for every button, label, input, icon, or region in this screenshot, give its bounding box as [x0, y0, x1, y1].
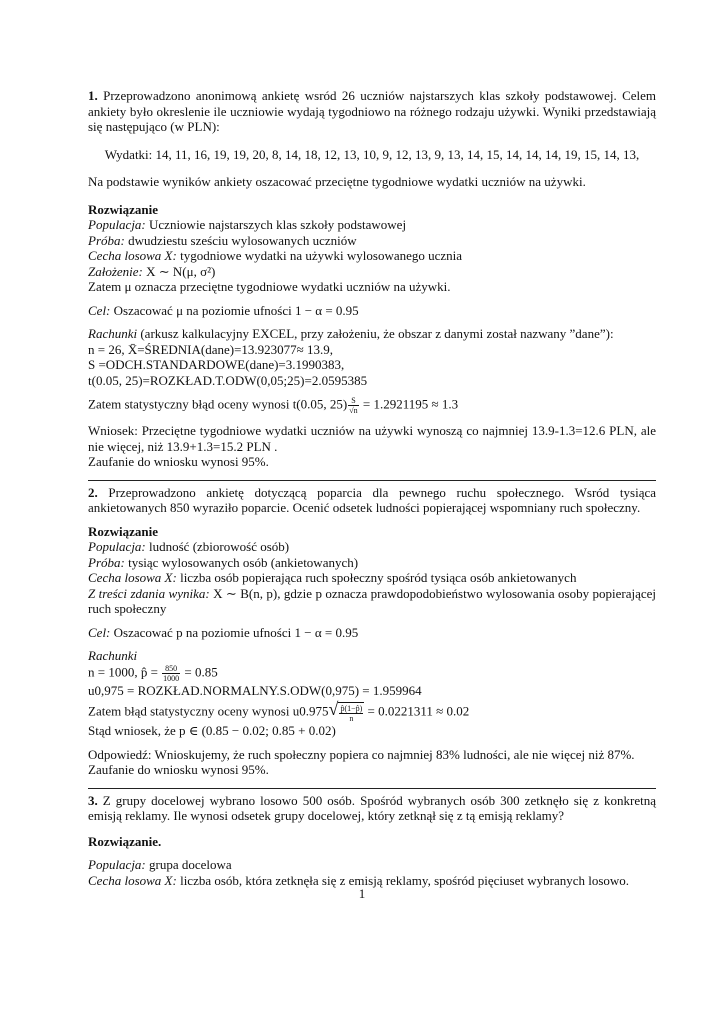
problem-number: 1. [88, 88, 98, 103]
confidence-text: Zaufanie do wniosku wynosi 95%. [88, 454, 269, 469]
problem-3-statement: 3. Z grupy docelowej wybrano losowo 500 osób. Spośród wybranych osób 300 zetknęło się z konkretną emisją reklamy. Ile wynosi odsetek grupy docelowej, który zetknął się z tą emisją reklamy? [88, 792, 657, 823]
sample-line: Próba: tysiąc wylosowanych osób (ankietowanych) [88, 554, 359, 570]
sqrt-expression: √ $\frac{p̂(1-p̂)}{n}$ [328, 699, 363, 723]
fraction: $\frac{850}{1000}$ [163, 663, 180, 683]
error-line: Zatem statystyczny błąd oceny wynosi t(0.05, 25) $\frac{S}{√n}$ = 1.2921195 ≈ 1.3 [88, 396, 459, 415]
problem-number: 3. [88, 792, 98, 808]
problem-number: 2. [88, 484, 98, 500]
calculations-line: Rachunki (arkusz kalkulacyjny EXCEL, przy założeniu, że obszar z danymi został nazwany ”dane”): [88, 326, 614, 341]
confidence-text: Zaufanie do wniosku wynosi 95%. [88, 762, 269, 777]
calc-quantile: u0,975 = ROZKŁAD.NORMALNY.S.ODW(0,975) = 1.959964 [88, 682, 422, 698]
goal-line: Cel: Oszacować p na poziomie ufności 1 − α = 0.95 [88, 624, 359, 640]
problem-1-statement: 1. Przeprowadzono anonimową ankietę wsród 26 uczniów najstarszych klas szkoły podstawowej. Celem ankiety było okreslenie ile uczniowie wydają tygodniowo na różnego rodzaju używki. Wyniki przedstawiają się następująco (w PLN): [88, 88, 657, 134]
solution-heading: Rozwiązanie [88, 523, 159, 539]
solution-heading: Rozwiązanie [88, 201, 159, 217]
sample-line: Próba: dwudziestu sześciu wylosowanych uczniów [88, 232, 357, 248]
random-variable-line: Cecha losowa X: liczba osób, która zetknęła się z emisją reklamy, spośród pięciuset wybranych losowo. [88, 872, 630, 888]
fraction: $\frac{S}{√n}$ [349, 396, 358, 415]
data-line: Wydatki: 14, 11, 16, 19, 19, 20, 8, 14, 18, 12, 13, 10, 9, 12, 13, 9, 13, 14, 15, 14, 14, 14, 19, 15, 14, 13, [104, 146, 640, 162]
population-line: Populacja: grupa docelowa [88, 857, 232, 872]
calc-phat: n = 1000, p̂ = $\frac{850}{1000}$ = 0.85 [88, 663, 218, 683]
distribution-line: Z treści zdania wynika: X ∼ B(n, p), gdzie p oznacza prawdopodobieństwo wylosowania osoby popierającej ruch społeczny [88, 585, 656, 616]
conclusion-text: Wniosek: Przeciętne tygodniowe wydatki uczniów na używki wynoszą co najmniej 13.9-1.3=12.6 PLN, ale nie więcej, niż 13.9+1.3=15.2 PLN . [88, 423, 656, 454]
therefore-line: Zatem μ oznacza przeciętne tygodniowe wydatki uczniów na używki. [88, 279, 451, 294]
assumption-line: Założenie: X ∼ N(μ, σ²) [88, 263, 216, 279]
section-divider [88, 788, 656, 789]
interval-line: Stąd wniosek, że p ∈ (0.85 − 0.02; 0.85 + 0.02) [88, 723, 336, 738]
goal-line: Cel: Oszacować μ na poziomie ufności 1 − α = 0.95 [88, 302, 359, 318]
population-line: Populacja: ludność (zbiorowość osób) [88, 539, 290, 554]
document-page [88, 88, 656, 888]
answer-text: Odpowiedź: Wnioskujemy, że ruch społeczny popiera co najmniej 83% ludności, ale nie więcej niż 87%. [88, 746, 635, 762]
problem-2-statement: 2. Przeprowadzono ankietę dotyczącą poparcia dla pewnego ruchu społecznego. Wsród tysiąca ankietowanych 850 wyraziło poparcie. Ocenić odsetek ludności popierającej wspomniany ruch społeczny. [88, 484, 657, 515]
calculations-heading: Rachunki [88, 648, 138, 663]
population-line: Populacja: Uczniowie najstarszych klas szkoły podstawowej [88, 217, 407, 232]
solution-heading: Rozwiązanie. [88, 833, 162, 849]
section-divider [88, 480, 656, 481]
error-line: Zatem błąd statystyczny oceny wynosi u0.975 √ $\frac{p̂(1-p̂)}{n}$ = 0.0221311 ≈ 0.02 [88, 699, 470, 723]
calc-t: t(0.05, 25)=ROZKŁAD.T.ODW(0,05;25)=2.0595385 [88, 372, 368, 388]
random-variable-line: Cecha losowa X: liczba osób popierająca ruch społeczny spośród tysiąca osób ankietowanych [88, 570, 577, 585]
random-variable-line: Cecha losowa X: tygodniowe wydatki na używki wylosowanego ucznia [88, 248, 463, 263]
task-text: Na podstawie wyników ankiety oszacować przeciętne tygodniowe wydatki uczniów na używki. [88, 174, 586, 189]
calc-stdev: S =ODCH.STANDARDOWE(dane)=3.1990383, [88, 357, 345, 372]
calc-mean: n = 26, X̄=ŚREDNIA(dane)=13.923077≈ 13.9, [88, 341, 334, 357]
page-number: 1 [358, 886, 366, 901]
